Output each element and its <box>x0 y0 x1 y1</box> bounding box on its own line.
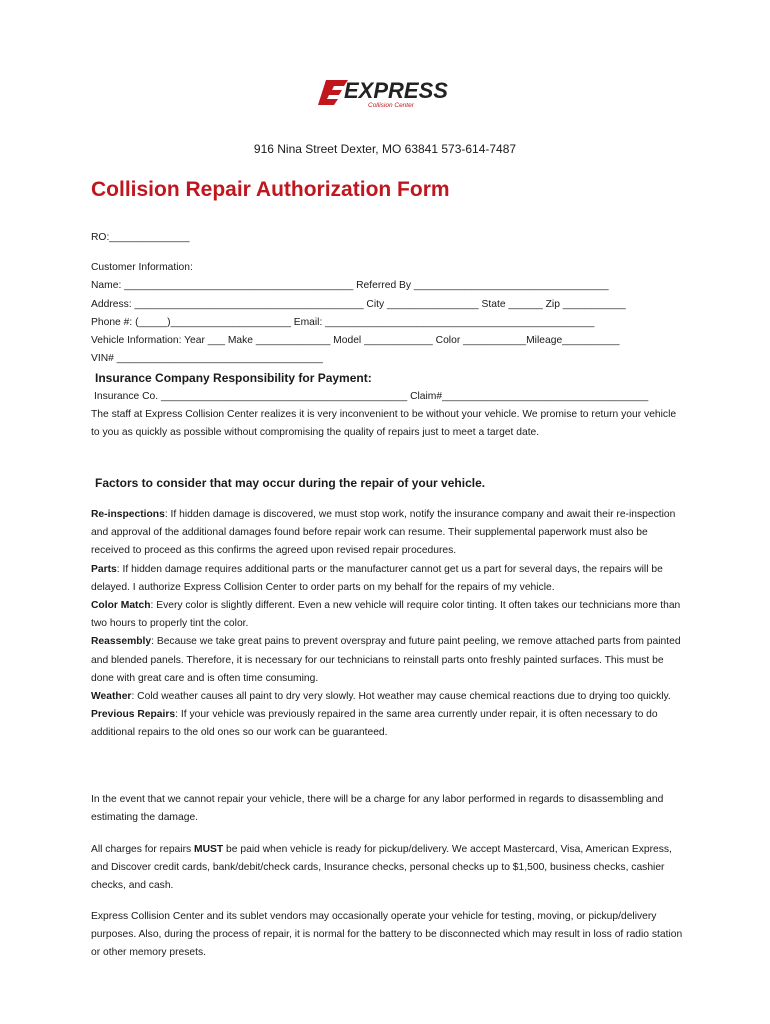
color-match-item <box>91 597 687 633</box>
factors-block <box>91 506 687 743</box>
color-match-text: : Every color is slightly different. Even a new vehicle will require color tinting. It often takes our technicians more than two hours to properly tint the color. <box>91 600 681 630</box>
parts-text: : If hidden damage requires additional parts or the manufacturer cannot get us a part for several days, the repairs will be delayed. I authorize Express Collision Center to order parts on my behalf for the repairs of my vehicle. <box>91 563 663 593</box>
reassembly-text: : Because we take great pains to prevent overspray and future paint peeling, we remove attached parts from painted and blended panels. Therefore, it is necessary for our technicians to reinstall parts onto freshly painted surfaces. This must be done with great care and is often time consuming. <box>91 636 681 684</box>
customer-info-label: Customer Information: <box>91 262 193 274</box>
color-match-label: Color Match <box>91 600 151 612</box>
logo-subtext: Collision Center <box>368 102 414 109</box>
previous-repairs-item <box>91 706 687 742</box>
ro-field[interactable]: RO:______________ <box>91 232 190 243</box>
charges-post: be paid when vehicle is ready for pickup/delivery. We accept Mastercard, Visa, American Express, and Discover credit cards, bank/debit/check cards, Insurance checks, personal checks up to $1,500, business checks, cashier checks, and cash. <box>91 844 672 892</box>
charges-pre: All charges for repairs <box>91 844 195 855</box>
parts-label: Parts <box>91 563 117 575</box>
previous-repairs-text: : If your vehicle was previously repaired in the same area currently under repair, it is often necessary to do additional repairs to the old ones so our work can be guaranteed. <box>91 709 658 739</box>
reassembly-label: Reassembly <box>91 636 152 648</box>
express-logo <box>318 76 454 110</box>
factors-heading: Factors to consider that may occur during the repair of your vehicle. <box>95 476 486 490</box>
weather-label: Weather <box>91 691 132 703</box>
parts-item <box>91 561 687 597</box>
phone-email-field[interactable]: Phone #: (_____)_____________________ Email: _______________________________________________ <box>91 316 595 328</box>
weather-text: : Cold weather causes all paint to dry very slowly. Hot weather may cause chemical reactions due to drying too quickly. <box>131 691 671 703</box>
vehicle-info-field[interactable]: Vehicle Information: Year ___ Make _____________ Model ____________ Color ___________Mileage__________ <box>91 335 620 347</box>
previous-repairs-label: Previous Repairs <box>91 709 176 721</box>
reinspections-text: : If hidden damage is discovered, we must stop work, notify the insurance company and await their re-inspection and approval of the additional damages found before repair work can resume. Their supplemental paperwork must also be received to proceed as this confirms the agreed upon revised repair procedures. <box>91 509 676 557</box>
insurance-heading: Insurance Company Responsibility for Payment: <box>95 371 372 385</box>
charges-paragraph <box>91 841 687 896</box>
vin-field[interactable]: VIN# ____________________________________ <box>91 353 323 365</box>
address-field[interactable]: Address: ________________________________________ City ________________ State ______ Zip ___________ <box>91 298 626 310</box>
logo-text: EXPRESS <box>344 78 448 103</box>
sublet-paragraph: Express Collision Center and its sublet vendors may occasionally operate your vehicle for testing, moving, or pickup/delivery purposes. Also, during the process of repair, it is normal for the battery to be disconnected which may result in loss of radio station or other memory presets. <box>91 911 683 959</box>
customer-info-block <box>91 229 687 368</box>
name-field[interactable]: Name: ________________________________________ Referred By __________________________________ <box>91 280 609 292</box>
charges-must: MUST <box>194 844 224 855</box>
reassembly-item <box>91 633 687 688</box>
insurance-intro: The staff at Express Collision Center realizes it is very inconvenient to be without your vehicle. We promise to return your vehicle to you as quickly as possible without compromising the quality of repairs just to meet a target date. <box>91 409 677 439</box>
reinspections-label: Re-inspections <box>91 509 165 520</box>
shop-address: 916 Nina Street Dexter, MO 63841 573-614-7487 <box>253 142 517 156</box>
weather-item <box>91 688 687 706</box>
cannot-repair-paragraph: In the event that we cannot repair your vehicle, there will be a charge for any labor performed in regards to disassembling and estimating the damage. <box>91 794 664 824</box>
page-title: Collision Repair Authorization Form <box>91 178 450 201</box>
insurance-block <box>91 388 687 443</box>
reinspections-item <box>91 506 687 561</box>
insurance-company-field[interactable]: Insurance Co. ___________________________________________ Claim#____________________________________ <box>94 391 649 402</box>
